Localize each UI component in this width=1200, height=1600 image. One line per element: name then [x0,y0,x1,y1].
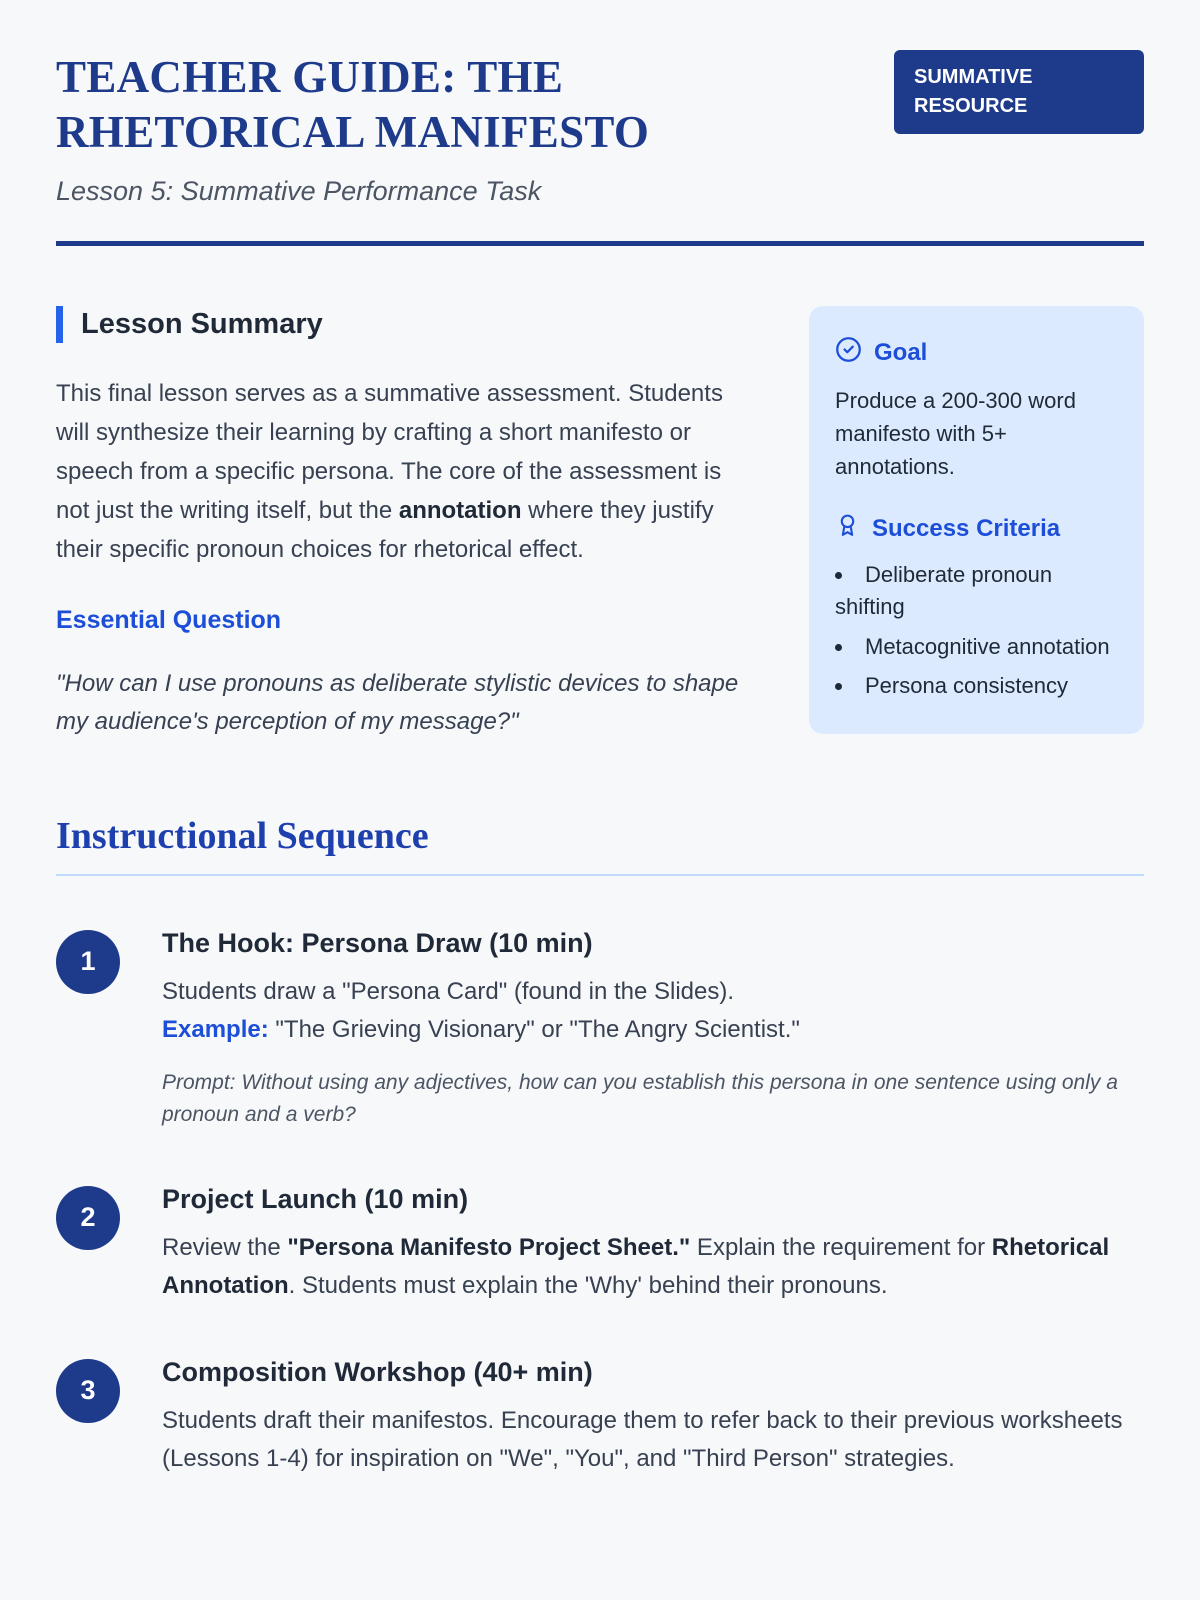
essential-question-text: "How can I use pronouns as deliberate stylistic devices to shape my audience's perception of my message?" [56,669,739,736]
step-2-title: Project Launch (10 min) [162,1183,469,1214]
step-2-bold-1: "Persona Manifesto Project Sheet." [287,1233,691,1261]
step-1-example-line [162,1011,1144,1049]
success-criteria-list [835,559,1118,703]
step-1-content [162,926,1144,1132]
example-text: "The Grieving Visionary" or "The Angry Scientist." [268,1015,800,1043]
essential-question-heading: Essential Question [56,605,282,634]
lesson-summary-section [56,306,1144,742]
summary-text-1: This final lesson serves as a summative assessment. Students will synthesize their learning by crafting a short manifesto or speech from a specific persona. The core of the assessment is not just the writing itself, but the [56,380,723,525]
summary-text-2: where they justify their specific pronoun choices for rhetorical effect. [56,497,714,563]
header-divider [56,241,1144,246]
header-row [56,50,1144,160]
step-1-body [162,973,1144,1049]
step-3-content [162,1355,1144,1478]
lesson-summary-heading: Lesson Summary [56,306,759,344]
step-1-number-badge: 1 [56,930,120,994]
instructional-sequence-section [56,814,1144,1478]
step-1-prompt: Prompt: Without using any adjectives, how can you establish this persona in one sentence using only a pronoun and a verb? [162,1070,1118,1127]
criteria-item: • Metacognitive annotation [835,631,1118,663]
check-circle-icon [835,336,862,370]
criteria-item: • Deliberate pronoun shifting [835,559,1118,623]
step-3-body: Students draft their manifestos. Encourage them to refer back to their previous worksheets (Lessons 1-4) for inspiration on "We", "You", and "Third Person" strategies. [162,1406,1123,1472]
step-2-body [162,1229,1144,1305]
page-subtitle: Lesson 5: Summative Performance Task [56,175,542,206]
page-title: TEACHER GUIDE: THE RHETORICAL MANIFESTO [56,52,650,157]
award-icon [835,513,860,545]
page-header [56,50,1144,246]
summative-resource-badge: SUMMATIVE RESOURCE [894,50,1144,134]
step-2-number-badge: 2 [56,1186,120,1250]
goal-heading-label: Goal [874,338,928,366]
step-1-title: The Hook: Persona Draw (10 min) [162,927,593,958]
criteria-item: • Persona consistency [835,670,1118,702]
summary-text-bold: annotation [398,497,522,525]
step-3-title: Composition Workshop (40+ min) [162,1356,593,1387]
step-2 [56,1182,1144,1305]
step-2-text-1: Review the [162,1233,288,1261]
step-2-bold-2: Rhetorical Annotation [162,1233,1110,1299]
instructional-sequence-heading: Instructional Sequence [56,814,1144,876]
goal-heading-row [835,336,1118,370]
success-criteria-heading-row [835,513,1118,545]
step-1 [56,926,1144,1132]
lesson-summary-column [56,306,759,742]
goal-text: Produce a 200-300 word manifesto with 5+ annotations. [835,387,1076,479]
step-2-text-3: . Students must explain the 'Why' behind their pronouns. [288,1271,888,1299]
step-1-line-1: Students draw a "Persona Card" (found in the Slides). [162,977,735,1005]
example-label: Example: [162,1015,269,1043]
step-3-number-badge: 3 [56,1359,120,1423]
success-criteria-heading-label: Success Criteria [872,514,1061,542]
step-3 [56,1355,1144,1478]
lesson-summary-paragraph [56,375,759,569]
goal-card [809,306,1144,735]
step-2-content [162,1182,1144,1305]
step-2-text-2: Explain the requirement for [690,1233,992,1261]
